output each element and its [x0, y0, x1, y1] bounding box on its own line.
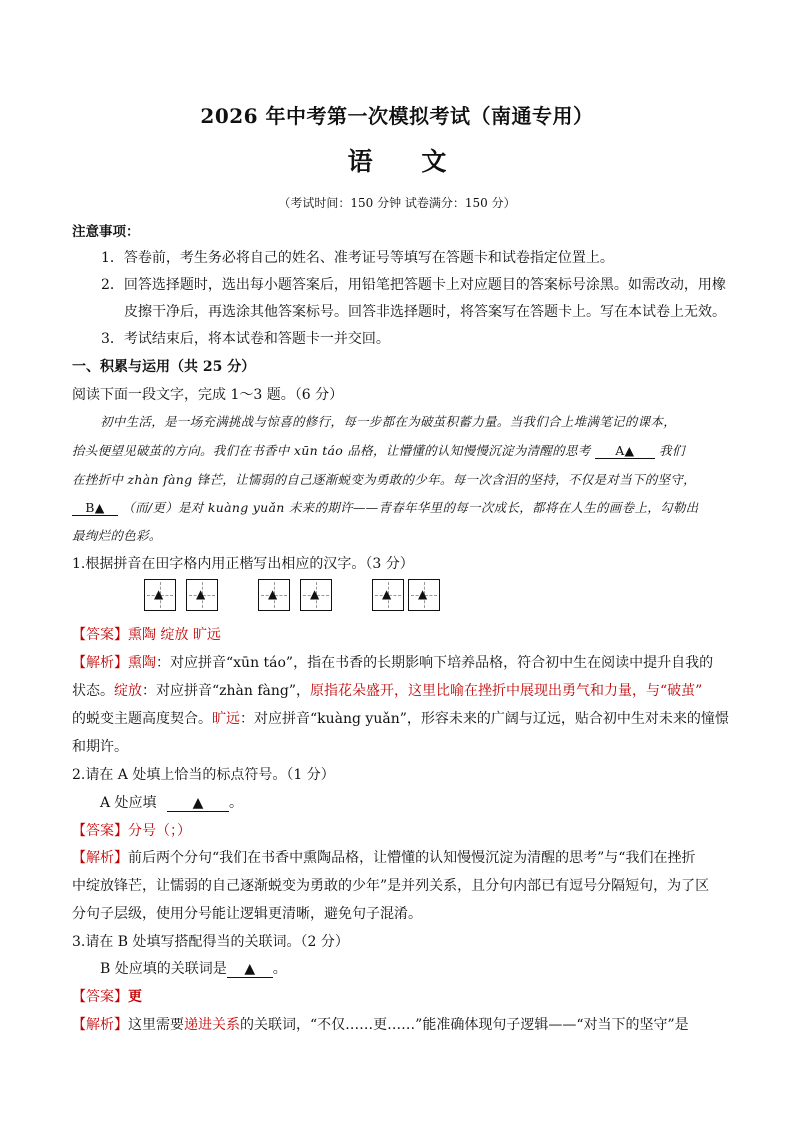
notice-title: 注意事项：: [72, 224, 140, 240]
analysis-text: 这里需要: [128, 1017, 184, 1033]
q1-analysis-line-1: [72, 652, 713, 672]
answer-label: 【答案】: [72, 627, 128, 643]
fill-end: 。: [272, 961, 287, 977]
exam-info: （考试时间：150 分钟 试卷满分：150 分）: [278, 196, 516, 210]
answer-label: 【答案】: [72, 989, 128, 1005]
answer-text: 熏陶 绽放 旷远: [128, 627, 221, 643]
q1-analysis-line-3: [72, 708, 729, 728]
notice-item-2: 2．回答选择题时，选出每小题答案后，用铅笔把答题卡上对应题目的答案标号涂黑。如需改动，用橡: [101, 277, 726, 293]
box-mark: ▲: [418, 587, 428, 601]
analysis-text: 状态。: [72, 683, 114, 699]
passage-line-3: 在挫折中 zhàn fàng 锋芒，让懦弱的自己逐渐蜕变为勇敢的少年。每一次含泪的坚持，不仅是对当下的坚守，: [72, 472, 696, 487]
analysis-label: 【解析】: [72, 655, 128, 671]
analysis-text: 的蜕变主题高度契合。: [72, 711, 212, 727]
analysis-text: ：对应拼音“kuàng yuǎn”，形容未来的广阔与辽远，贴合初中生对未来的憧憬: [240, 711, 729, 727]
box-mark: ▲: [382, 587, 392, 601]
passage-line-2-text: 抬头便望见破茧的方向。我们在书香中 xūn táo 品格，让懵懂的认知慢慢沉淀为清醒的思考: [72, 443, 591, 458]
answer-text: 更: [128, 989, 142, 1005]
blank-b: B▲: [72, 500, 118, 516]
q2-analysis-line-2: 中绽放锋芒，让懦弱的自己逐渐蜕变为勇敢的少年”是并列关系，且分句内部已有逗号分隔短句，为了区: [72, 878, 710, 894]
subject-title: 语 文: [347, 147, 467, 176]
section-intro: 阅读下面一段文字，完成 1～3 题。（6 分）: [72, 387, 344, 403]
writing-box: [186, 579, 218, 611]
passage-line-2-tail: 我们: [659, 443, 685, 458]
q2-fill: [100, 792, 243, 812]
q3-analysis-line-1: [72, 1014, 689, 1034]
notice-item-3: 3．考试结束后，将本试卷和答题卡一并交回。: [101, 331, 390, 347]
q2-analysis-line-3: 分句子层级，使用分号能让逻辑更清晰，避免句子混淆。: [72, 906, 422, 922]
q1-analysis-line-4: 和期许。: [72, 739, 128, 755]
writing-box: [408, 579, 440, 611]
passage-line-5: 最绚烂的色彩。: [72, 528, 162, 543]
writing-box: [372, 579, 404, 611]
section-heading: 一、积累与运用（共 25 分）: [72, 359, 256, 375]
analysis-text: 原指花朵盛开，这里比喻在挫折中展现出勇气和力量，与“破茧”: [310, 683, 703, 699]
analysis-keyword: 绽放: [114, 683, 142, 699]
notice-item-2-cont: 皮擦干净后，再选涂其他答案标号。回答非选择题时，将答案写在答题卡上。写在本试卷上无效。: [124, 304, 726, 320]
analysis-label: 【解析】: [72, 1017, 128, 1033]
q3-fill: [100, 958, 287, 978]
writing-box: [144, 579, 176, 611]
answer-text: 分号（；）: [128, 823, 191, 839]
fill-blank: ▲: [167, 795, 229, 812]
answer-label: 【答案】: [72, 823, 128, 839]
passage-line-2: [72, 441, 685, 459]
q3-answer: [72, 986, 142, 1006]
box-mark: ▲: [196, 587, 206, 601]
writing-box: [300, 579, 332, 611]
q2-stem: 2.请在 A 处填上恰当的标点符号。（1 分）: [72, 767, 335, 783]
box-mark: ▲: [310, 587, 320, 601]
fill-prompt: B 处应填的关联词是: [100, 961, 227, 977]
q1-stem: 1.根据拼音在田字格内用正楷写出相应的汉字。（3 分）: [72, 556, 414, 572]
box-mark: ▲: [154, 587, 164, 601]
fill-prompt: A 处应填: [100, 795, 157, 811]
passage-line-4-text: （而/更）是对 kuàng yuǎn 未来的期许——青春年华里的每一次成长，都将在人生的画卷上，勾勒出: [122, 500, 699, 515]
blank-a: A▲: [595, 443, 655, 459]
notice-item-1: 1．答卷前，考生务必将自己的姓名、准考证号等填写在答题卡和试卷指定位置上。: [101, 250, 614, 266]
analysis-keyword: 递进关系: [184, 1017, 240, 1033]
q2-answer: [72, 820, 191, 840]
analysis-label: 【解析】: [72, 850, 128, 866]
analysis-text: ：对应拼音“zhàn fàng”，: [142, 683, 311, 699]
passage-line-4: [72, 498, 698, 516]
q2-analysis-line-1: [72, 847, 695, 867]
q3-stem: 3.请在 B 处填写搭配得当的关联词。（2 分）: [72, 934, 349, 950]
analysis-text: ：对应拼音“xūn táo”，指在书香的长期影响下培养品格，符合初中生在阅读中提升自我的: [156, 655, 714, 671]
analysis-keyword: 熏陶: [128, 655, 156, 671]
writing-box: [258, 579, 290, 611]
analysis-text: 前后两个分句“我们在书香中熏陶品格，让懵懂的认知慢慢沉淀为清醒的思考”与“我们在挫折: [128, 850, 696, 866]
passage-line-1: 初中生活，是一场充满挑战与惊喜的修行，每一步都在为破茧积蓄力量。当我们合上堆满笔记的课本，: [100, 414, 677, 429]
q1-analysis-line-2: [72, 680, 702, 700]
fill-end: 。: [229, 795, 244, 811]
box-mark: ▲: [268, 587, 278, 601]
exam-title: 2026 年中考第一次模拟考试（南通专用）: [200, 104, 594, 128]
fill-blank: ▲: [227, 961, 273, 978]
analysis-keyword: 旷远: [212, 711, 240, 727]
analysis-text: 的关联词，“不仅……更……”能准确体现句子逻辑——“对当下的坚守”是: [240, 1017, 689, 1033]
q1-answer: [72, 624, 221, 644]
